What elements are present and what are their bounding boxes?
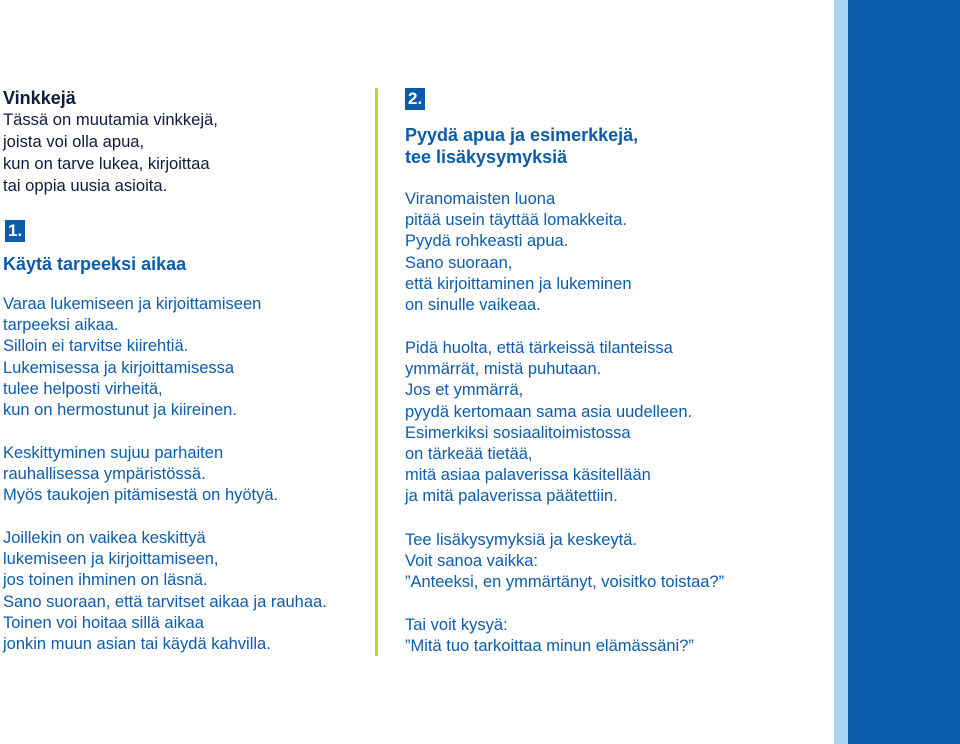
paragraph-line: Esimerkiksi sosiaalitoimistossa bbox=[405, 423, 631, 442]
paragraph bbox=[3, 528, 327, 655]
paragraph-line: Pyydä rohkeasti apua. bbox=[405, 232, 569, 251]
paragraph bbox=[405, 530, 724, 594]
paragraph bbox=[3, 294, 261, 421]
paragraph-line: jonkin muun asian tai käydä kahvilla. bbox=[3, 635, 271, 654]
paragraph-line: lukemiseen ja kirjoittamiseen, bbox=[3, 550, 219, 569]
paragraph bbox=[3, 443, 278, 507]
paragraph-line: ja mitä palaverissa päätettiin. bbox=[405, 487, 618, 506]
paragraph-line: kun on hermostunut ja kiireinen. bbox=[3, 401, 237, 420]
paragraph-line: Pidä huolta, että tärkeissä tilanteissa bbox=[405, 339, 673, 357]
section-number-badge-2: 2. bbox=[405, 88, 425, 110]
paragraph bbox=[405, 615, 694, 657]
intro-line: joista voi olla apua, bbox=[3, 132, 145, 151]
paragraph-line: Viranomaisten luona bbox=[405, 190, 556, 208]
paragraph-line: Keskittyminen sujuu parhaiten bbox=[3, 444, 224, 462]
section-heading-1 bbox=[3, 253, 186, 275]
paragraph-line: pitää usein täyttää lomakkeita. bbox=[405, 211, 627, 230]
paragraph-line: Tee lisäkysymyksiä ja keskeytä. bbox=[405, 531, 637, 549]
section-number-badge-1: 1. bbox=[5, 220, 25, 242]
paragraph-line: Lukemisessa ja kirjoittamisessa bbox=[3, 358, 235, 377]
paragraph-line: että kirjoittaminen ja lukeminen bbox=[405, 274, 632, 293]
paragraph-line: Joillekin on vaikea keskittyä bbox=[3, 529, 206, 547]
paragraph-line: mitä asiaa palaverissa käsitellään bbox=[405, 466, 651, 485]
paragraph-line: ”Mitä tuo tarkoittaa minun elämässäni?” bbox=[405, 637, 694, 656]
paragraph-line: Voit sanoa vaikka: bbox=[405, 552, 538, 571]
heading-line: tee lisäkysymyksiä bbox=[405, 147, 568, 167]
paragraph-line: rauhallisessa ympäristössä. bbox=[3, 465, 206, 484]
paragraph-line: Tai voit kysyä: bbox=[405, 616, 508, 634]
paragraph bbox=[405, 189, 632, 316]
paragraph-line: Myös taukojen pitämisestä on hyötyä. bbox=[3, 486, 279, 505]
paragraph-line: Silloin ei tarvitse kiirehtiä. bbox=[3, 337, 189, 356]
intro-line: kun on tarve lukea, kirjoittaa bbox=[3, 154, 210, 173]
paragraph-line: Toinen voi hoitaa sillä aikaa bbox=[3, 613, 204, 632]
heading-line: Käytä tarpeeksi aikaa bbox=[3, 254, 187, 274]
paragraph-line: on tärkeää tietää, bbox=[405, 445, 533, 464]
paragraph-line: Sano suoraan, bbox=[405, 253, 513, 272]
paragraph bbox=[405, 338, 692, 508]
intro-block bbox=[3, 87, 218, 197]
column-divider bbox=[375, 88, 378, 656]
paragraph-line: Varaa lukemiseen ja kirjoittamiseen bbox=[3, 295, 262, 313]
paragraph-line: ymmärrät, mistä puhutaan. bbox=[405, 360, 602, 379]
paragraph-line: Sano suoraan, että tarvitset aikaa ja rauhaa. bbox=[3, 592, 327, 611]
paragraph-line: jos toinen ihminen on läsnä. bbox=[3, 571, 208, 590]
paragraph-line: ”Anteeksi, en ymmärtänyt, voisitko toistaa?” bbox=[405, 573, 725, 592]
heading-line: Pyydä apua ja esimerkkejä, bbox=[405, 125, 639, 145]
intro-title: Vinkkejä bbox=[3, 88, 76, 108]
intro-line: Tässä on muutamia vinkkejä, bbox=[3, 110, 218, 129]
paragraph-line: pyydä kertomaan sama asia uudelleen. bbox=[405, 402, 693, 421]
paragraph-line: tarpeeksi aikaa. bbox=[3, 316, 119, 335]
decorative-light-blue-stripe bbox=[834, 0, 848, 744]
paragraph-line: tulee helposti virheitä, bbox=[3, 379, 163, 398]
intro-line: tai oppia uusia asioita. bbox=[3, 176, 168, 195]
decorative-dark-blue-stripe bbox=[848, 0, 960, 744]
paragraph-line: Jos et ymmärrä, bbox=[405, 381, 524, 400]
section-heading-2 bbox=[405, 124, 638, 168]
paragraph-line: on sinulle vaikeaa. bbox=[405, 296, 541, 315]
